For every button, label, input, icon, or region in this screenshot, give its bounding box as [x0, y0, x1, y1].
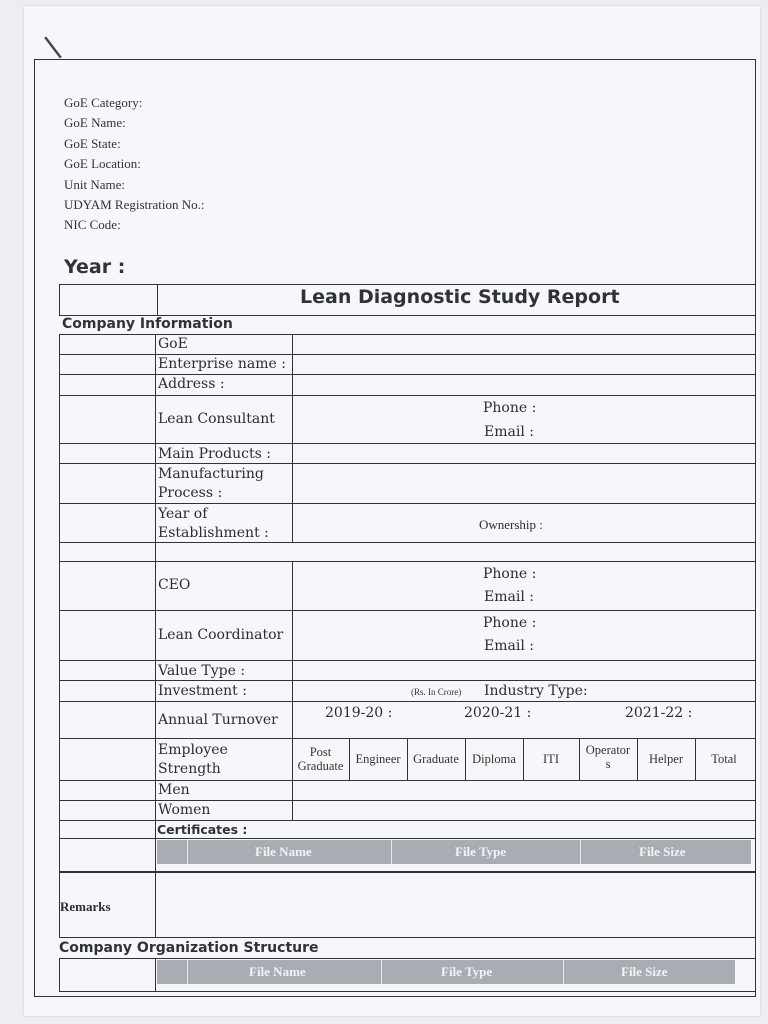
- header-sep: [187, 960, 188, 984]
- employee-label-2: Strength: [158, 761, 221, 777]
- main-products-label: Main Products :: [158, 446, 271, 462]
- row-line: [59, 503, 756, 504]
- manufacturing-label-2: Process :: [158, 485, 223, 501]
- goe-category-label: GoE Category:: [64, 95, 143, 110]
- row-line: [59, 443, 756, 444]
- goe-location-label: GoE Location:: [64, 156, 141, 172]
- row-line: [59, 660, 756, 661]
- enterprise-name-label: Enterprise name :: [158, 356, 286, 372]
- col-divider: [155, 958, 156, 992]
- nic-code-label: NIC Code:: [64, 217, 121, 233]
- year-label: Year :: [64, 256, 126, 278]
- fy-2019-label: 2019-20 :: [325, 705, 393, 721]
- annual-turnover-label: Annual Turnover: [158, 712, 278, 728]
- goe-state-label: GoE State:: [64, 135, 121, 151]
- header-sep: [187, 840, 188, 864]
- col-divider-left: [155, 334, 156, 839]
- row-line: [59, 561, 756, 562]
- col-divider-mid-1: [292, 334, 293, 542]
- title-divider: [157, 284, 158, 316]
- operators-line-2: s: [605, 757, 611, 771]
- manufacturing-label-1: Manufacturing: [158, 466, 264, 482]
- address-label: Address :: [158, 376, 225, 392]
- certificates-label: Certificates :: [157, 822, 248, 837]
- unit-name-label: Unit Name:: [64, 176, 126, 192]
- col-divider: [155, 838, 156, 872]
- row-line: [59, 701, 756, 702]
- post-graduate-line-2: Graduate: [297, 759, 344, 773]
- lean-coordinator-label: Lean Coordinator: [158, 627, 284, 643]
- value-type-label: Value Type :: [158, 663, 246, 679]
- iti-header: ITI: [543, 752, 559, 766]
- post-graduate-header: [292, 745, 349, 773]
- post-graduate-line-1: Post: [309, 745, 332, 759]
- header-sep: [580, 840, 581, 864]
- ceo-email-label: Email :: [484, 589, 534, 605]
- engineer-header: Engineer: [355, 752, 401, 766]
- ceo-label: CEO: [158, 577, 191, 593]
- pen-mark: \: [42, 29, 64, 66]
- fy-2021-label: 2021-22 :: [625, 705, 693, 721]
- file-name-header: File Name: [255, 844, 312, 859]
- org-file-header: [157, 960, 735, 984]
- company-info-heading: Company Information: [62, 316, 233, 332]
- file-size-header: File Size: [621, 964, 668, 979]
- row-line: [59, 395, 756, 396]
- operators-line-1: Operator: [585, 743, 631, 757]
- coordinator-email-label: Email :: [484, 638, 534, 654]
- org-structure-heading: Company Organization Structure: [59, 940, 319, 956]
- row-line: [59, 820, 756, 821]
- employee-label-1: Employee: [158, 742, 228, 758]
- women-label: Women: [158, 802, 211, 818]
- header-sep: [563, 960, 564, 984]
- helper-header: Helper: [648, 752, 683, 766]
- file-type-header: File Type: [455, 844, 507, 859]
- file-size-header: File Size: [639, 844, 686, 859]
- certificates-file-header: [157, 840, 751, 864]
- investment-label: Investment :: [158, 683, 247, 699]
- ownership-label: Ownership :: [479, 517, 543, 532]
- diploma-header: Diploma: [472, 752, 516, 766]
- coordinator-phone-label: Phone :: [483, 615, 537, 631]
- header-sep: [391, 840, 392, 864]
- udyam-label: UDYAM Registration No.:: [64, 197, 205, 213]
- goe-header-block: [64, 93, 204, 236]
- report-title: Lean Diagnostic Study Report: [300, 286, 620, 308]
- ceo-phone-label: Phone :: [483, 566, 537, 582]
- total-header: Total: [711, 752, 737, 766]
- col-divider-mid-2: [292, 561, 293, 821]
- goe-name-label: GoE Name:: [64, 115, 126, 131]
- remarks-label: Remarks: [60, 899, 111, 914]
- row-line: [59, 610, 756, 611]
- file-type-header: File Type: [441, 964, 493, 979]
- goe-label: GoE: [158, 336, 188, 352]
- fy-2020-label: 2020-21 :: [464, 705, 532, 721]
- remarks-row: [59, 872, 756, 938]
- industry-type-label: Industry Type:: [484, 683, 588, 699]
- graduate-header: Graduate: [413, 752, 459, 766]
- men-label: Men: [158, 782, 190, 798]
- operators-header: [579, 743, 637, 771]
- lean-consultant-label: Lean Consultant: [158, 411, 275, 427]
- year-est-label-2: Establishment :: [158, 525, 269, 541]
- consultant-phone-label: Phone :: [483, 400, 537, 416]
- year-est-label-1: Year of: [158, 506, 208, 522]
- file-name-header: File Name: [249, 964, 306, 979]
- consultant-email-label: Email :: [484, 424, 534, 440]
- header-sep: [381, 960, 382, 984]
- col-divider: [155, 872, 156, 938]
- rs-crore-note: (Rs. In Crore): [411, 687, 462, 697]
